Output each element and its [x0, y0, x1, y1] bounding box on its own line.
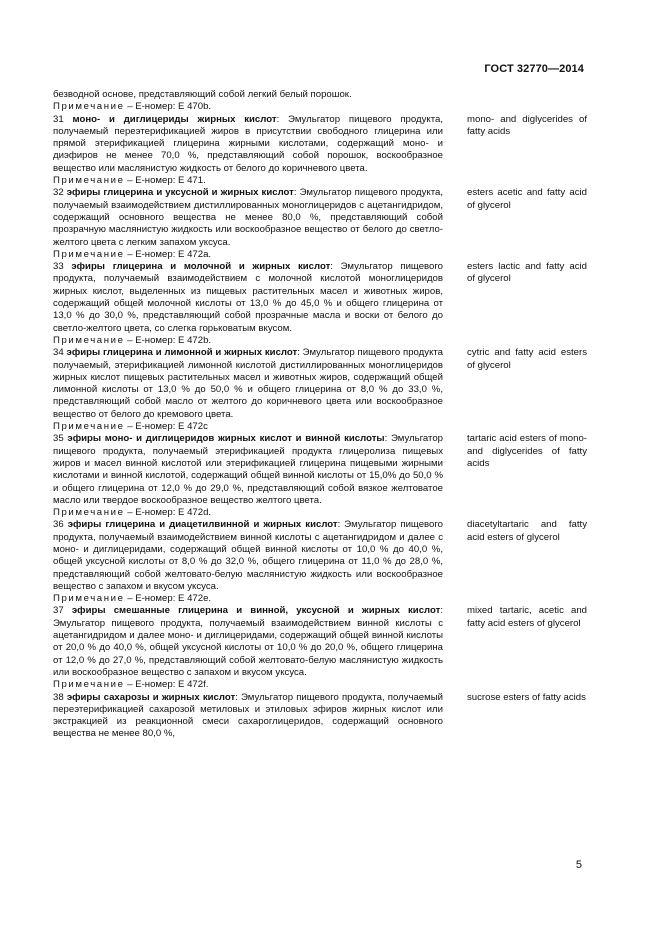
note-label: Примечание	[53, 593, 125, 605]
entry-term: моно- и диглицериды жирных кислот	[72, 113, 277, 125]
entry-term: эфиры глицерина и диацетилвинной и жирных кислот	[67, 519, 338, 531]
entry-english-term: diacetyltartaric and fatty acid esters of glycerol	[467, 519, 587, 543]
entry-term: эфиры глицерина и молочной и жирных кислот	[71, 261, 331, 273]
entry-definition: : Эмульгатор пищевого продукта, получаемый взаимодействием винной кислоты с ацетангидридом и далее с моно- и диглицеридами, содержащий общей винной кислоты от 10,0 % до 40,0 %, общей уксусной кислоты от 8,0 % до 32,0 %, общего глицерина от 11,0 % до 28,0 %, представляющий собой желтовато-белую маслянистую жидкость или воскообразное вещество с запахом и вкусом уксуса.	[53, 519, 444, 592]
entry-term: эфиры сахарозы и жирных кислот	[66, 691, 236, 703]
entry-definition-ru	[53, 261, 443, 347]
term-entry-35	[53, 433, 587, 519]
entry-definition: : Эмульгатор пищевого продукта, получаемый взаимодействием с молочной кислотой моноглицеридов жирных кислот, выделенных из пищевых растительных масел и животных жиров, содержащий общей молочной кислоты от 13,0 % до 45,0 % и общего глицерина от 13,0 % до 30,0 %, представляющий собой прозрачные масла и воски от белого до светло-желтого цвета, со слегка горьковатым вкусом.	[53, 261, 443, 334]
note-label: Примечание	[53, 101, 125, 113]
note-label: Примечание	[53, 507, 125, 519]
entry-note: – Е-номер: Е 472c	[124, 421, 208, 433]
term-entry-32	[53, 187, 587, 261]
intro-text: безводной основе, представляющий собой легкий белый порошок.	[53, 89, 352, 100]
entry-definition-ru	[53, 187, 443, 261]
entry-english-term: esters acetic and fatty acid of glycerol	[467, 187, 587, 211]
term-entry-36	[53, 519, 587, 605]
term-entry-33	[53, 261, 587, 347]
intro-block	[53, 89, 443, 114]
entry-definition: : Эмульгатор пищевого продукта, получаемый переэтерификацией сахарозой метиловых и этиловых эфиров жирных кислот или экстракцией из реакционной смеси сахароглицеридов, содержащий основного вещества не менее 80,0 %,	[53, 691, 443, 740]
entry-definition-ru	[53, 519, 443, 605]
entry-english-term: mono- and diglycerides of fatty acids	[467, 113, 587, 137]
entry-definition: : Эмульгатор пищевого продукта, получаемый взаимодействием дистиллированных моноглицеридов с ацетангидридом, содержащий основного вещества не менее 80,0 %, представляющий собой прозрачную маслянистую жидкость или воскообразное вещество от белого до светло-желтого цвета с легким запахом уксуса.	[53, 187, 443, 248]
entry-definition: : Эмульгатор пищевого продукта, получаемый взаимодействием винной кислоты с ацетангидридом и далее моно- и диглицеридами, содержащий общей винной кислоты от 20,0 % до 40,0 %, общей уксусной кислоты от 10,0 % до 20,0 %, общего глицерина от 12,0 % до 27,0 %, представляющий собой желтовато-белую маслянистую жидкость или воскообразное вещество с запахом и вкусом уксуса.	[53, 605, 443, 678]
entry-definition: : Эмульгатор пищевого продукта получаемый, этерификацией лимонной кислотой дистиллированных моноглицеридов жирных кислот пищевых растительных масел и животных жиров, содержащий общей лимонной кислоты от 13,0 % до 50,0 % и общего глицерина от 8,0 % до 33,0 %, представляющий собой масло от желтого до коричневого цвета или воскообразное вещество от белого до кремового цвета.	[53, 347, 443, 420]
note-label: Примечание	[53, 679, 125, 691]
intro-note: Примечание – Е-номер: Е 470b.	[53, 101, 212, 113]
entry-term: эфиры глицерина и лимонной и жирных кислот	[66, 347, 298, 359]
entry-english-term: mixed tartaric, acetic and fatty acid esters of glycerol	[467, 605, 587, 629]
entry-number: 33	[53, 261, 64, 273]
entry-term: эфиры глицерина и уксусной и жирных кислот	[66, 187, 294, 199]
entry-number: 38	[53, 691, 64, 703]
entry-number: 37	[53, 605, 64, 617]
term-entry-34	[53, 347, 587, 433]
entry-term: эфиры смешанные глицерина и винной, уксусной и жирных кислот	[71, 605, 441, 617]
entry-english-term: esters lactic and fatty acid of glycerol	[467, 261, 587, 285]
entry-definition-ru	[53, 605, 443, 691]
term-entry-38	[53, 692, 587, 741]
entry-english-term: sucrose esters of fatty acids	[467, 691, 586, 703]
entry-definition-ru	[53, 692, 443, 741]
entry-definition: : Эмульгатор пищевого продукта, получаемый этерификацией продукта глицеролиза пищевых жиров и масел винной кислотой или этерификацией глицерина пищевыми жирными кислотами и винной кислотой, содержащий общей винной кислоты от 15,0% до 50,0 % и общего глицерина от 12,0 % до 29,0 %, представляющий собой вязкое желтоватое масло или твердое воскообразное вещество желтого цвета.	[53, 433, 444, 506]
entry-note: – Е-номер: Е 472а.	[124, 248, 212, 260]
term-entry-37	[53, 605, 587, 691]
entry-number: 34	[53, 347, 64, 359]
entry-term: эфиры моно- и диглицеридов жирных кислот и винной кислоты	[67, 433, 385, 445]
page-number: 5	[575, 859, 582, 871]
entry-english-term: cytric and fatty acid esters of glycerol	[467, 347, 587, 371]
note-label: Примечание	[53, 248, 125, 260]
entry-number: 32	[53, 187, 64, 199]
document-standard-header: ГОСТ 32770—2014	[484, 63, 584, 75]
entry-definition-ru	[53, 433, 443, 519]
term-entry-31	[53, 114, 587, 188]
entry-number: 31	[53, 113, 64, 125]
entry-english-term: tartaric acid esters of mono- and diglycerides of fatty acids	[467, 433, 587, 469]
entry-note: – Е-номер: Е 472d.	[124, 507, 212, 519]
entry-note: – Е-номер: Е 472f.	[124, 679, 209, 691]
entry-number: 35	[53, 433, 64, 445]
entry-note: – Е-номер: Е 471.	[124, 175, 206, 187]
note-label: Примечание	[53, 334, 125, 346]
page-content	[53, 89, 587, 741]
entry-note: – Е-номер: Е 472e.	[124, 593, 212, 605]
entry-definition-ru	[53, 347, 443, 433]
entry-definition-ru	[53, 114, 443, 188]
entry-number: 36	[53, 519, 64, 531]
note-label: Примечание	[53, 175, 125, 187]
note-label: Примечание	[53, 421, 125, 433]
entry-definition: : Эмульгатор пищевого продукта, получаемый переэтерификацией жиров в присутствии свободного глицерина или прямой этерификацией глицерина жирными кислотами, содержащий моно- и диэфиров не менее 70,0 %, представляющий собой порошок, воскообразное вещество или маслянистую жидкость от белого до коричневого цвета.	[53, 113, 443, 174]
entry-note: – Е-номер: Е 472b.	[124, 334, 212, 346]
